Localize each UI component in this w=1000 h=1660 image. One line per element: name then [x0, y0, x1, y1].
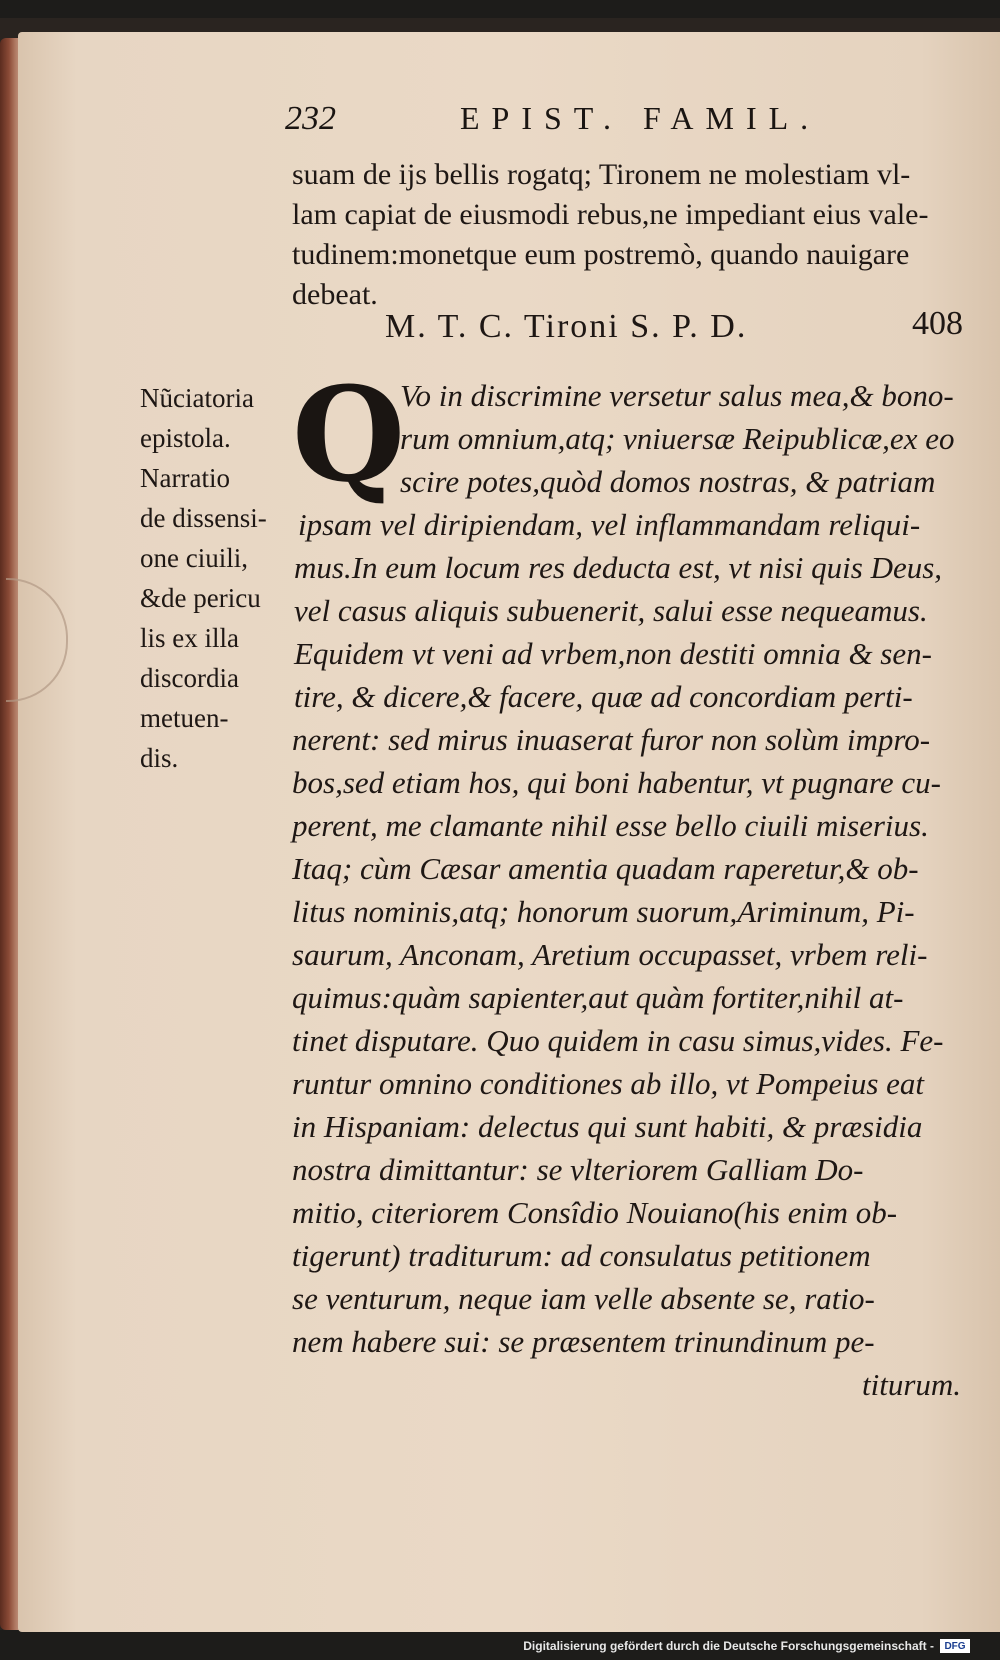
body-line: runtur omnino conditiones ab illo, vt Pompeius eat — [292, 1066, 925, 1101]
letter-salutation: M. T. C. Tironi S. P. D. — [385, 308, 748, 345]
body-line: ipsam vel diripiendam, vel inflammandam reliqui- — [298, 507, 921, 542]
body-line: tire, & dicere,& facere, quæ ad concordiam perti- — [294, 679, 913, 714]
margin-note-line: epistola. — [140, 423, 231, 453]
decorated-initial: Q — [292, 358, 406, 511]
digitization-credit — [523, 1636, 970, 1656]
body-line: nerent: sed mirus inuaserat furor non solùm impro- — [292, 722, 931, 757]
margin-note-line: de dissensi- — [140, 503, 267, 533]
body-line: perent, me clamante nihil esse bello ciuili miserius. — [292, 808, 929, 843]
letter-number: 408 — [912, 305, 963, 342]
body-line: mus.In eum locum res deducta est, vt nisi quis Deus, — [294, 550, 943, 585]
body-line: Vo in discrimine versetur salus mea,& bono- — [400, 378, 954, 413]
summary-line: debeat. — [292, 278, 378, 311]
body-line: rum omnium,atq; vniuersæ Reipublicæ,ex eo — [400, 421, 955, 456]
margin-note-line: one ciuili, — [140, 543, 248, 573]
body-line: quimus:quàm sapienter,aut quàm fortiter,nihil at- — [292, 980, 904, 1015]
body-line: tigerunt) traditurum: ad consulatus petitionem — [292, 1238, 871, 1273]
body-line: mitio, citeriorem Consîdio Nouiano(his enim ob- — [292, 1195, 898, 1230]
margin-note-line: lis ex illa — [140, 623, 239, 653]
summary-line: tudinem:monetque eum postremò, quando nauigare — [292, 238, 910, 271]
body-line: saurum, Anconam, Aretium occupasset, vrbem reli- — [292, 937, 928, 972]
credit-text: Digitalisierung gefördert durch die Deutsche Forschungsgemeinschaft - — [523, 1639, 934, 1653]
body-line: nem habere sui: se præsentem trinundinum pe- — [292, 1324, 875, 1359]
summary-line: suam de ijs bellis rogatq; Tironem ne molestiam vl- — [292, 158, 911, 191]
running-header — [285, 100, 925, 148]
body-line: tinet disputare. Quo quidem in casu simus,vides. Fe- — [292, 1023, 944, 1058]
body-line: litus nominis,atq; honorum suorum,Ariminum, Pi- — [292, 894, 915, 929]
body-line: bos,sed etiam hos, qui boni habentur, vt pugnare cu- — [292, 765, 941, 800]
body-line: nostra dimittantur: se vlteriorem Galliam Do- — [292, 1152, 864, 1187]
dfg-logo: DFG — [940, 1639, 970, 1653]
margin-note-line: metuen- — [140, 703, 229, 733]
body-line: titurum. — [862, 1367, 962, 1402]
margin-note-line: discordia — [140, 663, 239, 693]
margin-note-line: Nũciatoria — [140, 383, 254, 413]
page-number: 232 — [285, 100, 336, 137]
body-line: se venturum, neque iam velle absente se, ratio- — [292, 1281, 875, 1316]
body-line: Equidem vt veni ad vrbem,non destiti omnia & sen- — [294, 636, 932, 671]
body-line: in Hispaniam: delectus qui sunt habiti, & præsidia — [292, 1109, 923, 1144]
margin-note — [140, 378, 288, 778]
body-line: vel casus aliquis subuenerit, salui esse nequeamus. — [294, 593, 928, 628]
body-line: Itaq; cùm Cæsar amentia quadam raperetur,& ob- — [292, 851, 919, 886]
body-line: scire potes,quòd domos nostras, & patriam — [400, 464, 936, 499]
running-title: EPIST. FAMIL. — [460, 100, 821, 136]
margin-note-line: &de pericu — [140, 583, 261, 613]
margin-note-line: dis. — [140, 743, 179, 773]
summary-line: lam capiat de eiusmodi rebus,ne impediant eius vale- — [292, 198, 929, 231]
margin-note-line: Narratio — [140, 463, 230, 493]
